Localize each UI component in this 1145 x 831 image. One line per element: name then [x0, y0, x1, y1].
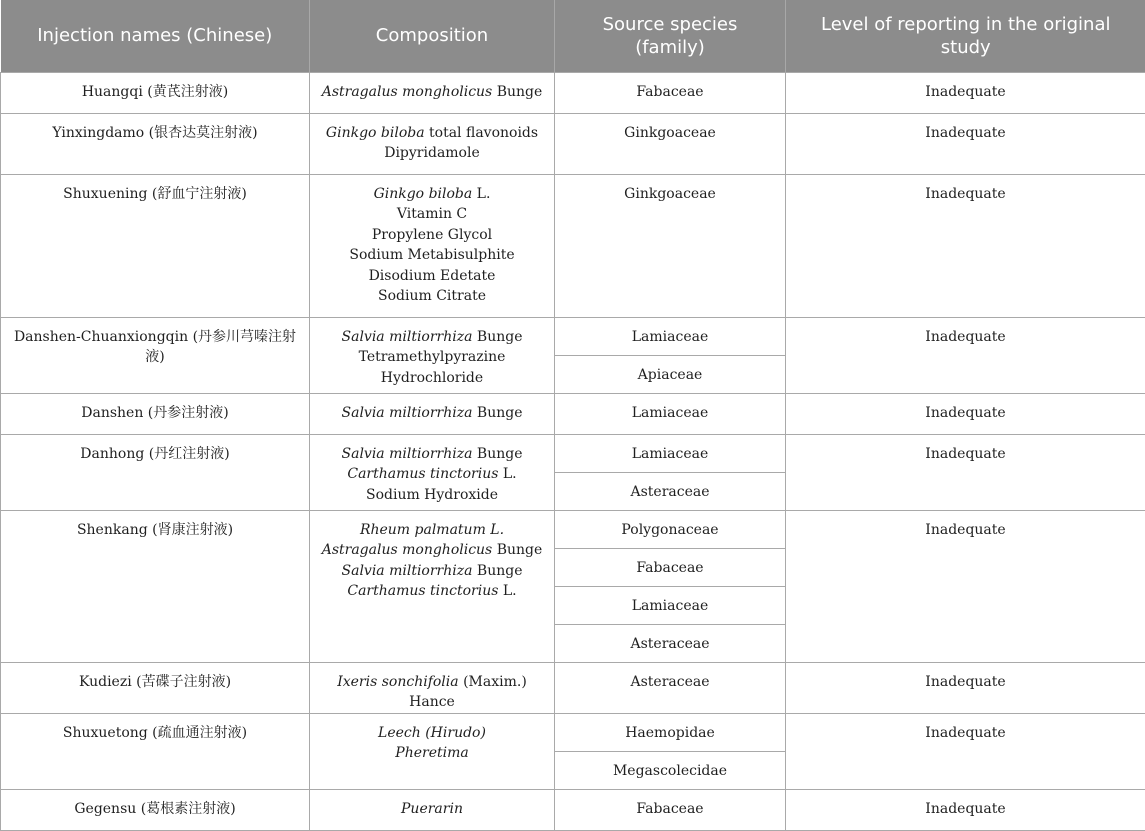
family-cell: Ginkgoaceae [555, 174, 786, 317]
family-cell: Lamiaceae [555, 393, 786, 434]
composition-cell [310, 713, 555, 789]
composition-text: Hydrochloride [381, 370, 483, 386]
composition-line [316, 82, 548, 103]
reporting-level-cell: Inadequate [786, 434, 1145, 510]
composition-text: Bunge [492, 84, 542, 100]
family-cell: Lamiaceae [555, 586, 786, 624]
family-cell: Asteraceae [555, 624, 786, 662]
family-cell: Haemopidae [555, 713, 786, 751]
composition-line [316, 485, 548, 506]
species-name: Astragalus mongholicus [322, 84, 493, 100]
injection-name-cell: Danshen-Chuanxiongqin (丹参川芎嗪注射液) [1, 317, 310, 393]
table-row [1, 662, 1145, 713]
composition-line [316, 444, 548, 465]
table-row [1, 713, 1145, 751]
composition-line [316, 225, 548, 246]
composition-line [316, 266, 548, 287]
composition-text: Bunge [472, 329, 522, 345]
species-name: Salvia miltiorrhiza [342, 329, 473, 345]
composition-text: Vitamin C [397, 206, 467, 222]
composition-cell [310, 317, 555, 393]
composition-text: Disodium Edetate [369, 268, 496, 284]
reporting-level-cell: Inadequate [786, 72, 1145, 113]
family-cell: Megascolecidae [555, 751, 786, 789]
injection-name-cell: Yinxingdamo (银杏达莫注射液) [1, 113, 310, 174]
reporting-level-cell: Inadequate [786, 317, 1145, 393]
composition-line [316, 520, 548, 541]
composition-line [316, 723, 548, 744]
header-level-of-reporting: Level of reporting in the original study [786, 0, 1145, 72]
species-name: Rheum palmatum L. [360, 522, 504, 538]
composition-text: Bunge [472, 405, 522, 421]
family-cell: Lamiaceae [555, 434, 786, 472]
table-row [1, 434, 1145, 472]
composition-line [316, 123, 548, 144]
composition-line [316, 184, 548, 205]
composition-cell [310, 662, 555, 713]
composition-line [316, 403, 548, 424]
reporting-level-cell: Inadequate [786, 662, 1145, 713]
species-name: Carthamus tinctorius [347, 583, 498, 599]
family-cell: Asteraceae [555, 662, 786, 713]
family-cell: Fabaceae [555, 72, 786, 113]
family-cell: Ginkgoaceae [555, 113, 786, 174]
header-row [1, 0, 1145, 72]
composition-cell [310, 510, 555, 662]
header-composition: Composition [310, 0, 555, 72]
species-name: Ginkgo biloba [326, 125, 425, 141]
composition-line [316, 581, 548, 602]
composition-text: Sodium Metabisulphite [349, 247, 514, 263]
table-row [1, 393, 1145, 434]
table-row [1, 174, 1145, 317]
species-name: Salvia miltiorrhiza [342, 405, 473, 421]
table-body [1, 72, 1145, 830]
composition-text: Propylene Glycol [372, 227, 492, 243]
table-row [1, 113, 1145, 174]
composition-text: Sodium Citrate [378, 288, 486, 304]
composition-line [316, 286, 548, 307]
composition-cell [310, 393, 555, 434]
composition-text: (Maxim.) Hance [409, 674, 527, 711]
composition-cell [310, 113, 555, 174]
reporting-level-cell: Inadequate [786, 510, 1145, 662]
composition-text: L. [498, 583, 516, 599]
composition-text: Sodium Hydroxide [366, 487, 498, 503]
table-row [1, 789, 1145, 830]
species-name: Salvia miltiorrhiza [342, 446, 473, 462]
composition-text: Bunge [492, 542, 542, 558]
composition-text: total flavonoids [425, 125, 539, 141]
composition-cell [310, 174, 555, 317]
injection-name-cell: Shenkang (肾康注射液) [1, 510, 310, 662]
composition-cell [310, 789, 555, 830]
composition-text: Dipyridamole [384, 145, 480, 161]
table-row [1, 317, 1145, 355]
injection-name-cell: Gegensu (葛根素注射液) [1, 789, 310, 830]
reporting-level-cell: Inadequate [786, 789, 1145, 830]
family-cell: Polygonaceae [555, 510, 786, 548]
family-cell: Fabaceae [555, 789, 786, 830]
family-cell: Asteraceae [555, 472, 786, 510]
composition-line [316, 464, 548, 485]
species-name: Astragalus mongholicus [322, 542, 493, 558]
composition-line [316, 540, 548, 561]
header-injection-names: Injection names (Chinese) [1, 0, 310, 72]
composition-text: L. [498, 466, 516, 482]
species-name: Carthamus tinctorius [347, 466, 498, 482]
reporting-level-cell: Inadequate [786, 393, 1145, 434]
species-name: Salvia miltiorrhiza [342, 563, 473, 579]
header-source-species: Source species (family) [555, 0, 786, 72]
injection-name-cell: Shuxuetong (疏血通注射液) [1, 713, 310, 789]
reporting-level-cell: Inadequate [786, 713, 1145, 789]
composition-line [316, 245, 548, 266]
composition-text: Bunge [472, 563, 522, 579]
species-name: Ixeris sonchifolia [337, 674, 458, 690]
table-row [1, 510, 1145, 548]
injection-name-cell: Danhong (丹红注射液) [1, 434, 310, 510]
composition-cell [310, 72, 555, 113]
reporting-level-cell: Inadequate [786, 174, 1145, 317]
reporting-level-cell: Inadequate [786, 113, 1145, 174]
composition-line [316, 561, 548, 582]
species-name: Leech (Hirudo) [378, 725, 486, 741]
composition-text: Tetramethylpyrazine [359, 349, 506, 365]
composition-line [316, 143, 548, 164]
family-cell: Lamiaceae [555, 317, 786, 355]
species-name: Pheretima [395, 745, 468, 761]
composition-text: Bunge [472, 446, 522, 462]
injection-name-cell: Shuxuening (舒血宁注射液) [1, 174, 310, 317]
composition-line [316, 672, 548, 713]
species-name: Puerarin [401, 801, 463, 817]
family-cell: Apiaceae [555, 355, 786, 393]
injection-name-cell: Danshen (丹参注射液) [1, 393, 310, 434]
injection-name-cell: Huangqi (黄芪注射液) [1, 72, 310, 113]
table-row [1, 72, 1145, 113]
composition-line [316, 799, 548, 820]
family-cell: Fabaceae [555, 548, 786, 586]
composition-line [316, 327, 548, 348]
composition-line [316, 368, 548, 389]
composition-line [316, 743, 548, 764]
composition-line [316, 204, 548, 225]
injection-name-cell: Kudiezi (苦碟子注射液) [1, 662, 310, 713]
composition-cell [310, 434, 555, 510]
composition-line [316, 347, 548, 368]
composition-text: L. [472, 186, 490, 202]
species-name: Ginkgo biloba [374, 186, 473, 202]
